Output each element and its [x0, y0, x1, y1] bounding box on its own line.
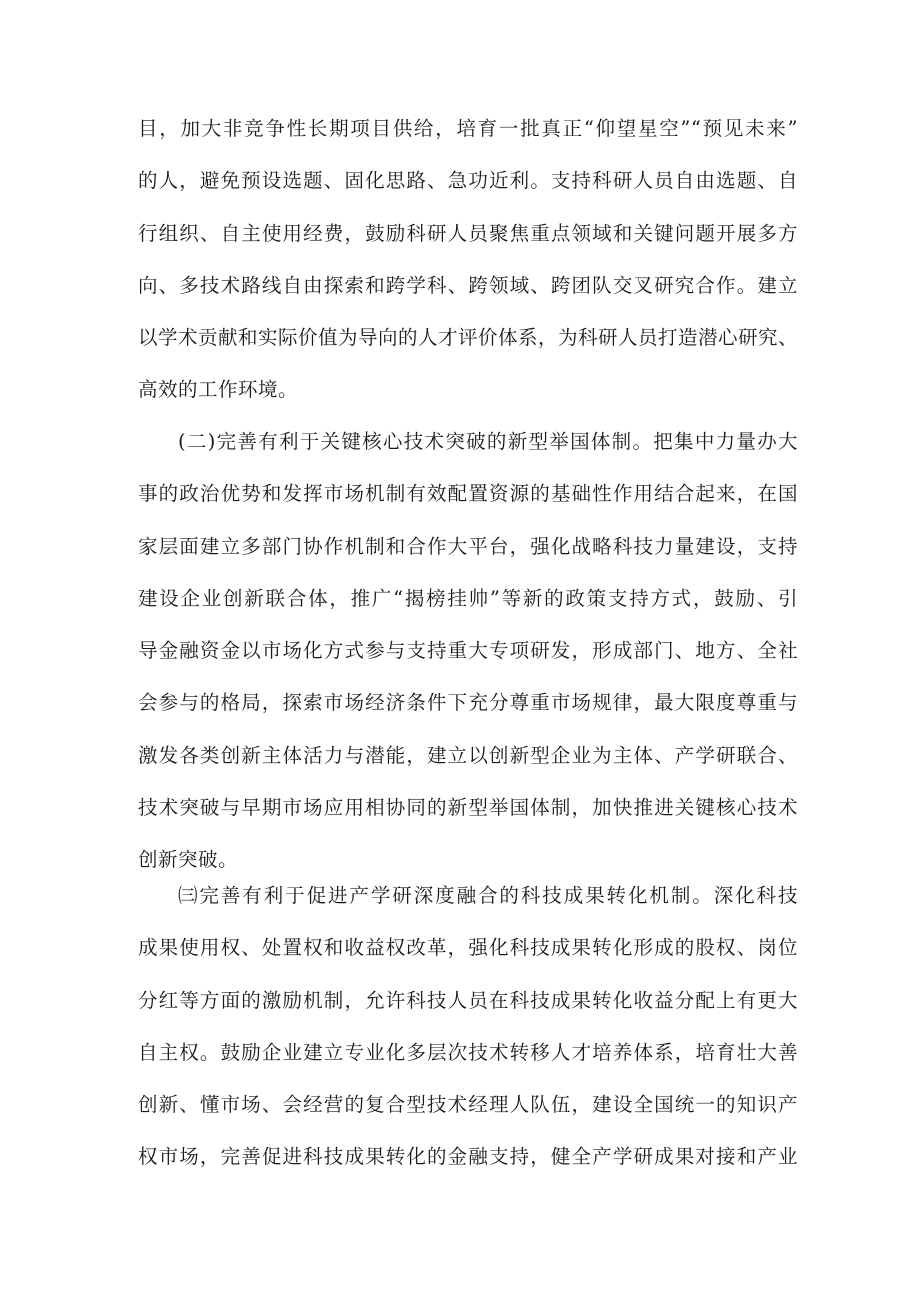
text-line: 激发各类创新主体活力与潜能，建立以创新型企业为主体、产学研联合、	[138, 743, 798, 767]
text-line: 以学术贡献和实际价值为导向的人才评价体系，为科研人员打造潜心研究、	[138, 326, 799, 350]
paragraph-3	[138, 870, 798, 1184]
text-line: 创新突破。	[138, 848, 239, 872]
text-line: 的人，避免预设选题、固化思路、急功近利。支持科研人员自由选题、自	[138, 169, 798, 193]
text-line: (二)完善有利于关键核心技术突破的新型举国体制。把集中力量办大	[178, 430, 798, 453]
text-line: 成果使用权、处置权和收益权改革，强化科技成果转化形成的股权、岗位	[138, 936, 798, 960]
text-line: 技术突破与早期市场应用相协同的新型举国体制，加快推进关键核心技术	[138, 796, 798, 820]
text-line: 行组织、自主使用经费，鼓励科研人员聚焦重点领域和关键问题开展多方	[138, 221, 798, 245]
text-line: 向、多技术路线自由探索和跨学科、跨领域、跨团队交叉研究合作。建立	[138, 273, 798, 297]
text-line: 事的政治优势和发挥市场机制有效配置资源的基础性作用结合起来，在国	[138, 482, 798, 506]
text-line: 权市场，完善促进科技成果转化的金融支持，健全产学研成果对接和产业	[138, 1145, 798, 1169]
text-line: 建设企业创新联合体，推广“揭榜挂帅”等新的政策支持方式，鼓励、引	[138, 586, 798, 610]
text-line: 会参与的格局，探索市场经济条件下充分尊重市场规律，最大限度尊重与	[138, 691, 798, 715]
text-line: 导金融资金以市场化方式参与支持重大专项研发，形成部门、地方、全社	[138, 639, 798, 663]
paragraph-2	[138, 416, 798, 887]
text-line: 高效的工作环境。	[138, 378, 299, 402]
text-line: 分红等方面的激励机制，允许科技人员在科技成果转化收益分配上有更大	[138, 988, 798, 1012]
text-line: 创新、懂市场、会经营的复合型技术经理人队伍，建设全国统一的知识产	[138, 1093, 798, 1117]
text-line: 家层面建立多部门协作机制和合作大平台，强化战略科技力量建设，支持	[138, 534, 798, 558]
paragraph-1	[138, 103, 798, 417]
text-line: 自主权。鼓励企业建立专业化多层次技术转移人才培养体系，培育壮大善	[138, 1040, 798, 1064]
text-line: ㈢完善有利于促进产学研深度融合的科技成果转化机制。深化科技	[178, 884, 798, 907]
text-line: 目，加大非竞争性长期项目供给，培育一批真正“仰望星空”“预见未来”	[138, 117, 798, 140]
